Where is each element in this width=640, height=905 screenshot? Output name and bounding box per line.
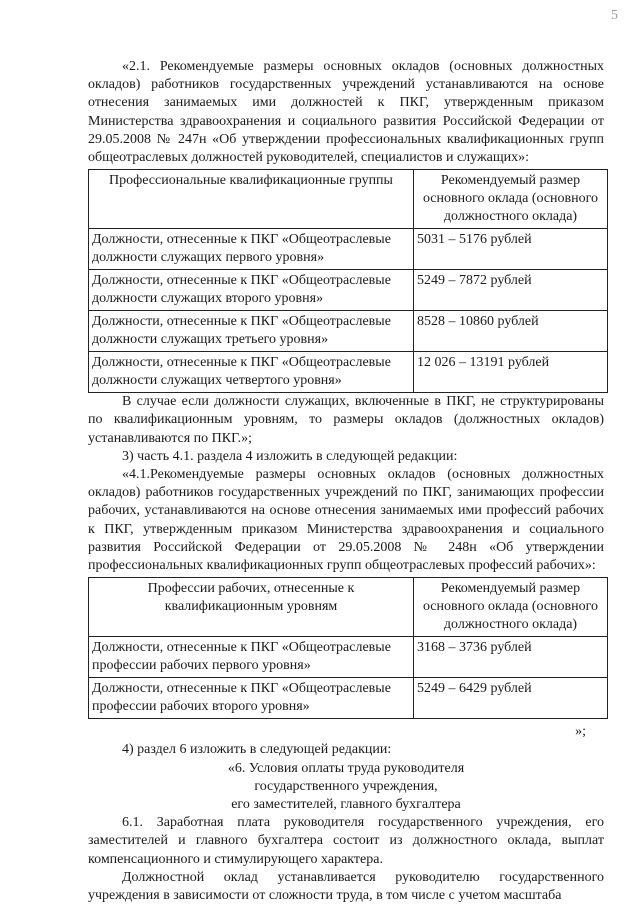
paragraph-item-4: 4) раздел 6 изложить в следующей редакции:	[122, 742, 392, 758]
paragraph-note: В случае если должности служащих, включенные в ПКГ, не структурированы по квалификационным уровням, то размеры окладов (должностных окладов) устанавливаются по ПКГ.»;	[88, 394, 604, 446]
table-salaries-workers	[88, 577, 608, 719]
table-row	[89, 270, 608, 311]
table-cell: Должности, отнесенные к ПКГ «Общеотраслевые профессии рабочих первого уровня»	[89, 637, 414, 678]
table-cell: Должности, отнесенные к ПКГ «Общеотраслевые должности служащих второго уровня»	[89, 270, 414, 311]
paragraph-2-1: «2.1. Рекомендуемые размеры основных окладов (основных должностных окладов) работников государственных учреждений устанавливаются на основе отнесения занимаемых ими должностей к ПКГ, утвержденным приказом Министерства здравоохранения и социального развития Российской Федерации от 29.05.2008 № 247н «Об утверждении профессиональных квалификационных групп общеотраслевых должностей руководителей, специалистов и служащих»:	[88, 59, 604, 166]
section-heading-line: его заместителей, главного бухгалтера	[231, 797, 461, 813]
table-cell: 12 026 – 13191 рублей	[414, 352, 608, 393]
table-cell: Должности, отнесенные к ПКГ «Общеотраслевые должности служащих первого уровня»	[89, 229, 414, 270]
paragraph-4-1: «4.1.Рекомендуемые размеры основных окладов (основных должностных окладов) работников государственных учреждений по ПКГ, занимающих профессии рабочих, устанавливаются на основе отнесения занимаемых ими профессий рабочих к ПКГ, утвержденным приказом Министерства здравоохранения и социального развития Российской Федерации от 29.05.2008 № 248н «Об утверждении профессиональных квалификационных групп общеотраслевых профессий рабочих»:	[88, 467, 604, 574]
table-row	[89, 637, 608, 678]
table-cell: Должности, отнесенные к ПКГ «Общеотраслевые должности служащих четвертого уровня»	[89, 352, 414, 393]
section-heading-line: «6. Условия оплаты труда руководителя	[227, 760, 465, 776]
table-cell: Должности, отнесенные к ПКГ «Общеотраслевые должности служащих третьего уровня»	[89, 311, 414, 352]
table-row	[89, 678, 608, 719]
table-header-row	[89, 578, 608, 637]
table-cell: 5249 – 7872 рублей	[414, 270, 608, 311]
paragraph-item-3: 3) часть 4.1. раздела 4 изложить в следующей редакции:	[122, 448, 458, 464]
table-cell: 5249 – 6429 рублей	[414, 678, 608, 719]
table-header-row	[89, 170, 608, 229]
paragraph-6-1: 6.1. Заработная плата руководителя государственного учреждения, его заместителей и главного бухгалтера состоит из должностного оклада, выплат компенсационного и стимулирующего характера.	[88, 815, 604, 867]
table-cell: 5031 – 5176 рублей	[414, 229, 608, 270]
table-cell: 8528 – 10860 рублей	[414, 311, 608, 352]
section-heading-line: государственного учреждения,	[254, 778, 438, 794]
table-header-cell: Профессиональные квалификационные группы	[89, 170, 414, 229]
document-body	[88, 58, 604, 905]
table-row	[89, 352, 608, 393]
closing-quote: »;	[575, 724, 586, 740]
table-header-cell: Профессии рабочих, отнесенные к квалификационным уровням	[89, 578, 414, 637]
table-header-cell: Рекомендуемый размер основного оклада (основного должностного оклада)	[414, 578, 608, 637]
table-cell: Должности, отнесенные к ПКГ «Общеотраслевые профессии рабочих второго уровня»	[89, 678, 414, 719]
table-row	[89, 311, 608, 352]
paragraph-salary: Должностной оклад устанавливается руководителю государственного учреждения в зависимости от сложности труда, в том числе с учетом масштаба	[88, 869, 604, 904]
table-salaries-employees	[88, 169, 608, 393]
table-row	[89, 229, 608, 270]
table-header-cell: Рекомендуемый размер основного оклада (основного должностного оклада)	[414, 170, 608, 229]
page-mark: 5	[611, 8, 618, 23]
table-cell: 3168 – 3736 рублей	[414, 637, 608, 678]
